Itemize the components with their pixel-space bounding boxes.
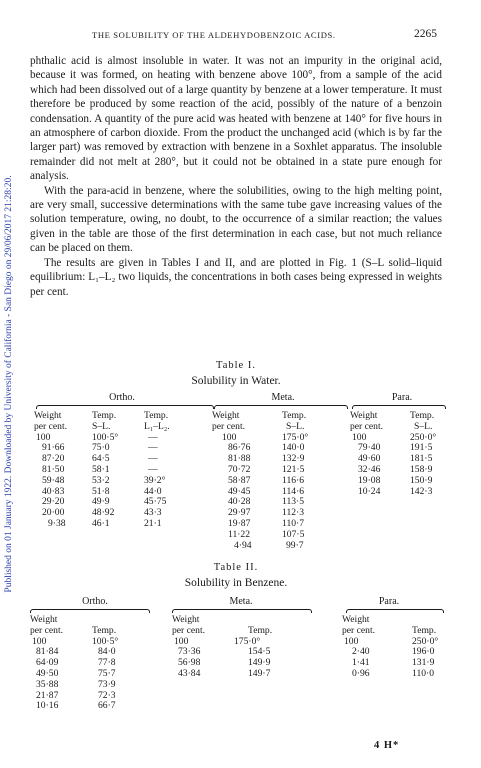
col-header: S–L. (414, 420, 433, 432)
table2-label: Table II. (213, 562, 259, 573)
table2-ortho-weight-col (30, 615, 63, 712)
table-cell: 64·5 (92, 453, 110, 465)
table1-para-weight-col (350, 411, 383, 497)
table-cell: 75·7 (98, 667, 116, 679)
table-cell: 250·0° (412, 635, 439, 647)
table-cell: 29·20 (42, 496, 65, 508)
col-header: Temp. (92, 624, 117, 636)
col-header: per cent. (342, 624, 376, 636)
table2-meta-temp-col (234, 615, 273, 680)
table2-ortho-title: Ortho. (82, 596, 108, 607)
table2 (0, 597, 481, 737)
table-cell: 100 (352, 431, 367, 443)
col-header: L₁–L₂. (144, 420, 170, 432)
table-cell: 49·60 (358, 453, 381, 465)
table-cell: 9·38 (48, 517, 66, 529)
paragraph: With the para-acid in benzene, where the solubilities, owing to the high melting point, are very small, successive determinations with the same tube gave increasing values of the solution temperature, owing, no doubt, to the occurrence of a similar reaction; the values given in the table are those of the first determination in each case, but not much reliance can be placed on them. (30, 184, 442, 255)
table-cell: 158·9 (410, 463, 433, 475)
table-cell: 49·45 (228, 485, 251, 497)
table2-para-temp-col (412, 615, 438, 680)
table-cell: 19·87 (228, 517, 251, 529)
table-cell: 70·72 (228, 463, 251, 475)
table-cell: 29·97 (228, 507, 251, 519)
table-cell: 154·5 (248, 646, 271, 658)
table2-para-weight-col (342, 615, 375, 680)
table1-meta-sl-col (282, 411, 308, 551)
table-cell: 66·7 (98, 700, 116, 712)
col-header: Temp. (412, 624, 437, 636)
table2-ortho-temp-col (92, 615, 118, 712)
table-cell: — (148, 442, 158, 454)
table-cell: 100·5° (92, 635, 119, 647)
col-header: Weight (34, 410, 62, 421)
table-cell: 73·36 (178, 646, 201, 658)
table-cell: 149·7 (248, 667, 271, 679)
table-cell: 81·84 (36, 646, 59, 658)
table-cell: 11·22 (228, 528, 251, 540)
col-header: per cent. (350, 420, 384, 432)
table2-ortho-brace (30, 609, 150, 613)
table-cell: 175·0° (234, 635, 261, 647)
table-cell: 196·0 (412, 646, 435, 658)
table1-subtitle: Solubility in Water. (191, 375, 281, 387)
table1-ortho-sl-col (92, 411, 118, 530)
table-cell: 49·50 (36, 667, 59, 679)
table2-meta-weight-col (172, 615, 205, 680)
paragraph: phthalic acid is almost insoluble in water. It was not an impurity in the original acid, because it was formed, on heating with benzene above 100°, from a sample of the acid which had been dissolved out of a large quantity by benzene at a lower temperature. It must therefore be produced by some reaction of the acid, possibly of the nature of a benzoin condensation. A quantity of the pure acid was heated with benzene at 140° for five hours in an atmosphere of carbon dioxide. From the product the unchanged acid (which is by far the larger part) was removed by extraction with benzene in a Soxhlet apparatus. The insoluble remainder did not melt at 280°, but it could not be obtained in a state pure enough for analysis. (30, 55, 442, 183)
table-cell: 77·8 (98, 657, 116, 669)
table-cell: — (148, 431, 158, 443)
table2-para-title: Para. (378, 596, 400, 607)
table-cell: 51·8 (92, 485, 110, 497)
paragraph: The results are given in Tables I and II, and are plotted in Fig. 1 (S–L solid–liquid equilibrium: L₁–L₂ two liquids, the concentrations in both cases being expressed in weights per cent. (30, 256, 442, 298)
table-cell: 21·87 (36, 689, 59, 701)
table-cell: 21·1 (144, 517, 162, 529)
table-cell: 121·5 (282, 463, 305, 475)
col-header: S–L. (92, 420, 111, 432)
table-cell: 10·24 (358, 485, 381, 497)
col-header: Weight (212, 410, 240, 421)
table-cell: 10·16 (36, 700, 59, 712)
table-cell: 81·50 (42, 463, 65, 475)
col-header: per cent. (172, 624, 206, 636)
table-cell: 35·88 (36, 678, 59, 690)
table-cell: 79·40 (358, 442, 381, 454)
table-cell: 110·7 (282, 517, 305, 529)
table-cell: 45·75 (144, 496, 167, 508)
table-cell: 73·9 (98, 678, 116, 690)
table-cell: 46·1 (92, 517, 110, 529)
table-cell: 114·6 (282, 485, 305, 497)
running-head-title: THE SOLUBILITY OF THE ALDEHYDOBENZOIC ACIDS. (92, 30, 336, 40)
table-cell: 48·92 (92, 507, 115, 519)
table-cell: 250·0° (410, 431, 437, 443)
table-cell: 2·40 (352, 646, 370, 658)
table-cell: 140·0 (282, 442, 305, 454)
table-cell: 4·94 (234, 539, 252, 551)
signature-mark: 4 H* (374, 740, 400, 751)
col-header: Temp. (144, 410, 169, 421)
table-cell: 100 (222, 431, 237, 443)
table2-meta-title: Meta. (229, 596, 253, 607)
table-cell: 99·7 (286, 539, 304, 551)
col-header: Temp. (410, 410, 435, 421)
table-cell: 181·5 (410, 453, 433, 465)
table-cell: 100·5° (92, 431, 119, 443)
table1-ortho-weight-col (34, 411, 67, 530)
col-header: per cent. (34, 420, 68, 432)
table-cell: 40·28 (228, 496, 251, 508)
table-cell: 86·76 (228, 442, 251, 454)
table1-meta-title: Meta. (271, 392, 295, 403)
table-cell: 100 (344, 635, 359, 647)
table2-meta-brace (172, 609, 312, 613)
table-cell: 113·5 (282, 496, 305, 508)
table-cell: 100 (32, 635, 47, 647)
col-header: Weight (342, 614, 370, 625)
table-cell: 58·1 (92, 463, 110, 475)
table1-para-title: Para. (391, 392, 413, 403)
table-cell: — (148, 463, 158, 475)
col-header: per cent. (30, 624, 64, 636)
table-cell: 0·96 (352, 667, 370, 679)
body-text (30, 54, 442, 299)
col-header: S–L. (286, 420, 305, 432)
table-cell: 116·6 (282, 474, 305, 486)
col-header: Temp. (248, 624, 273, 636)
table-cell: 44·0 (144, 485, 162, 497)
table1-para-sl-col (410, 411, 436, 497)
table-cell: 81·88 (228, 453, 251, 465)
table-cell: — (148, 453, 158, 465)
table-cell: 59·48 (42, 474, 65, 486)
page-number: 2265 (414, 28, 437, 40)
table-cell: 100 (36, 431, 51, 443)
table1-meta-weight-col (212, 411, 252, 551)
table-cell: 43·84 (178, 667, 201, 679)
table-cell: 20·00 (42, 507, 65, 519)
table1-ortho-title: Ortho. (109, 392, 135, 403)
table-cell: 84·0 (98, 646, 116, 658)
col-header: Weight (172, 614, 200, 625)
table-cell: 91·66 (42, 442, 65, 454)
col-header: Temp. (282, 410, 307, 421)
col-header: Weight (30, 614, 58, 625)
table-cell: 19·08 (358, 474, 381, 486)
table1-meta-brace (214, 405, 348, 409)
table1-para-brace (352, 405, 446, 409)
col-header: per cent. (212, 420, 246, 432)
table-cell: 53·2 (92, 474, 110, 486)
table-cell: 1·41 (352, 657, 370, 669)
table2-subtitle: Solubility in Benzene. (184, 577, 288, 589)
table-cell: 131·9 (412, 657, 435, 669)
table-cell: 87·20 (42, 453, 65, 465)
table-cell: 142·3 (410, 485, 433, 497)
table-cell: 149·9 (248, 657, 271, 669)
table-cell: 40·83 (42, 485, 65, 497)
table-cell: 49·9 (92, 496, 110, 508)
table-cell: 175·0° (282, 431, 309, 443)
table-cell: 150·9 (410, 474, 433, 486)
table-cell: 100 (174, 635, 189, 647)
table-cell: 58·87 (228, 474, 251, 486)
table1-ortho-l1l2-col (144, 411, 170, 530)
table-cell: 39·2° (144, 474, 166, 486)
table2-para-brace (346, 609, 444, 613)
table1 (0, 393, 481, 563)
table-cell: 132·9 (282, 453, 305, 465)
table-cell: 107·5 (282, 528, 305, 540)
table-cell: 75·0 (92, 442, 110, 454)
table1-ortho-brace (36, 405, 214, 409)
table-cell: 43·3 (144, 507, 162, 519)
col-header: Temp. (92, 410, 117, 421)
table-cell: 64·09 (36, 657, 59, 669)
table-cell: 110·0 (412, 667, 435, 679)
table-cell: 191·5 (410, 442, 433, 454)
table1-label: Table I. (216, 360, 256, 371)
table-cell: 72·3 (98, 689, 116, 701)
watermark-text: Published on 01 January 1922. Downloaded by University of California - San Diego on 29/06/2017 21:28:20. (4, 175, 14, 593)
table-cell: 32·46 (358, 463, 381, 475)
table-cell: 112·3 (282, 507, 305, 519)
col-header: Weight (350, 410, 378, 421)
table-cell: 56·98 (178, 657, 201, 669)
